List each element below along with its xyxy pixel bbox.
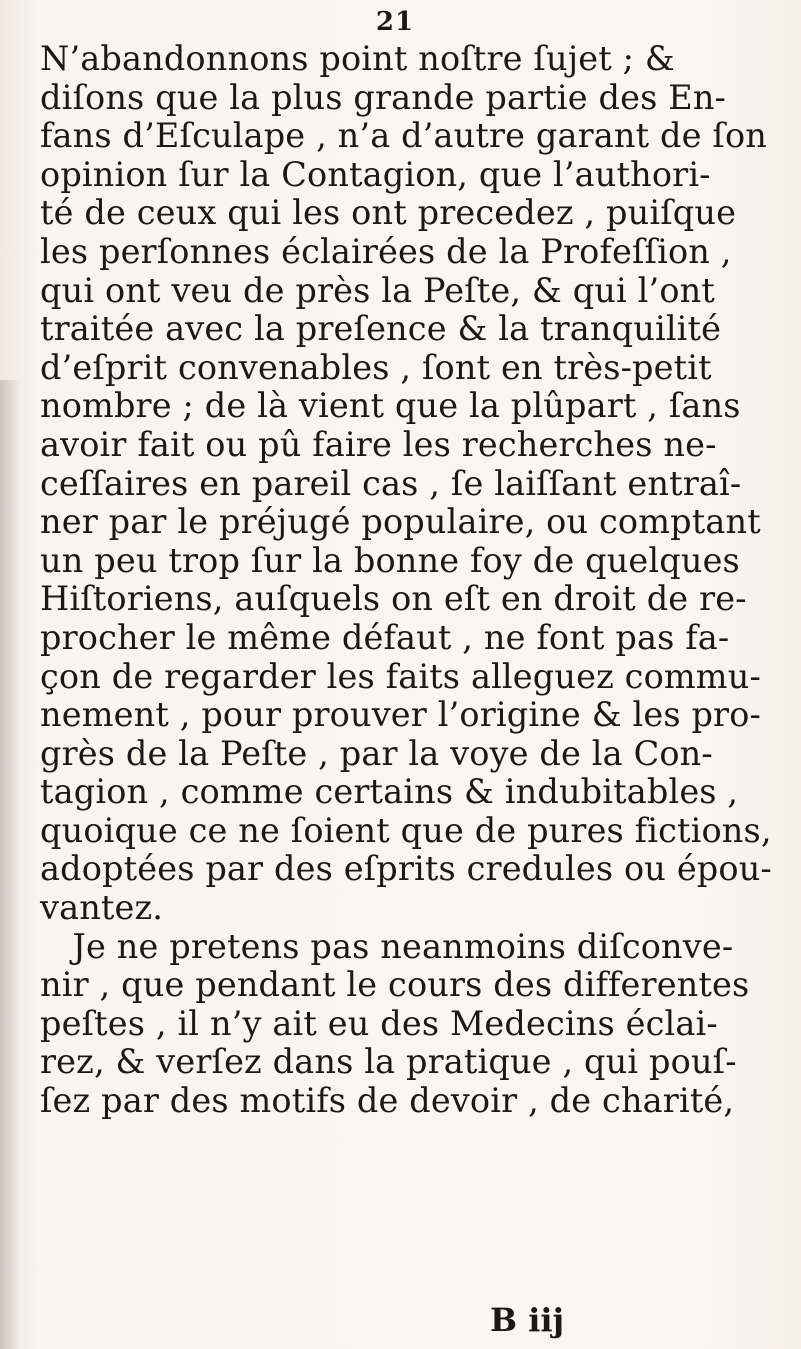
text-line: avoir fait ou pû faire les recherches ne-	[40, 424, 717, 464]
text-line: un peu trop ſur la bonne foy de quelques	[40, 540, 740, 580]
signature-mark: B iij	[490, 1301, 565, 1339]
text-line: peſtes , il n’y ait eu des Medecins éclai-	[40, 1003, 718, 1043]
text-line: qui ont veu de près la Peſte, & qui l’ont	[40, 270, 716, 310]
text-line: opinion ſur la Contagion, que l’authori-	[40, 154, 711, 194]
text-line: N’abandonnons point noſtre ſujet ; &	[40, 39, 675, 78]
text-line: té de ceux qui les ont precedez , puiſque	[40, 193, 737, 233]
text-line: adoptées par des eſprits credules ou épou-	[40, 849, 772, 889]
text-line: ner par le préjugé populaire, ou comptant	[40, 502, 761, 542]
text-line: Je ne pretens pas neanmoins diſconve-	[40, 926, 734, 966]
text-line: diſons que la plus grande partie des En-	[40, 77, 727, 117]
text-line: procher le même défaut , ne font pas fa-	[40, 617, 730, 657]
text-line: nir , que pendant le cours des differentes	[40, 965, 750, 1005]
page-number: 21	[375, 7, 415, 37]
text-line: traitée avec la preſence & la tranquilité	[40, 309, 722, 349]
text-line: nombre ; de là vient que la plûpart , ſans	[40, 386, 741, 426]
text-line: vantez.	[40, 888, 164, 928]
text-line: ſez par des motifs de devoir , de charité,	[40, 1081, 735, 1121]
text-line: d’eſprit convenables , ſont en très-petit	[40, 347, 712, 387]
text-line: fans d’Eſculape , n’a d’autre garant de ſon	[40, 116, 768, 156]
text-line: Hiſtoriens, auſquels on eſt en droit de re-	[40, 579, 747, 619]
text-line: les perſonnes éclairées de la Profeſſion ,	[40, 231, 732, 271]
text-line: grès de la Peſte , par la voye de la Con-	[40, 733, 713, 773]
text-line: çon de regarder les faits alleguez commu-	[40, 656, 761, 696]
text-line: ceſſaires en pareil cas , ſe laiſſant entraî-	[40, 463, 742, 503]
text-line: quoique ce ne ſoient que de pures fictions,	[40, 810, 772, 850]
text-line: nement , pour prouver l’origine & les pro-	[40, 695, 762, 735]
binding-shadow	[0, 380, 22, 1349]
text-line: rez, & verſez dans la pratique , qui pouſ-	[40, 1042, 737, 1082]
body-text	[40, 40, 780, 1121]
text-line: tagion , comme certains & indubitables ,	[40, 772, 739, 812]
